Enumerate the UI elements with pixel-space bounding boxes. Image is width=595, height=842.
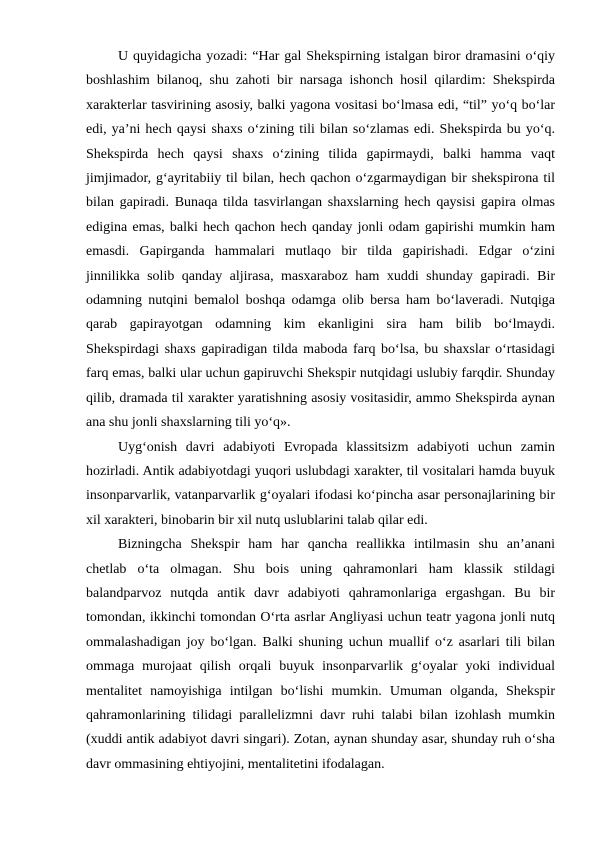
paragraph-author-opinion: Bizningcha Shekspir ham har qancha reallikka intilmasin shu an’anani chetlab o‘ta olmagan. Shu bois uning qahramonlari ham klassik stildagi balandparvoz nutqda antik davr adabiyoti qahramonlariga ergashgan. Bu bir tomondan, ikkinchi tomondan O‘rta asrlar Angliyasi uchun teatr yagona jonli nutq ommalashadigan joy bo‘lgan. Balki shuning uchun muallif o‘z asarlari tili bilan ommaga murojaat qilish orqali buyuk insonparvarlik g‘oyalar yoki individual mentalitet namoyishiga intilgan bo‘lishi mumkin. Umuman olganda, Shekspir qahramonlarining tilidagi parallelizmni davr ruhi talabi bilan izohlash mumkin (xuddi antik adabiyot davri singari). Zotan, aynan shunday asar, shunday ruh o‘sha davr ommasining ehtiyojini, mentalitetini ifodalagan. xyxy=(86,537,555,772)
document-page xyxy=(86,45,555,777)
paragraph-shakespeare-quote: U quyidagicha yozadi: “Har gal Shekspirning istalgan biror dramasini o‘qiy boshlashim bilanoq, shu zahoti bir narsaga ishonch hosil qilardim: Shekspirda xarakterlar tasvirining asosiy, balki yagona vositasi bo‘lmasa edi, “til” yo‘q bo‘lar edi, ya’ni hech qaysi shaxs o‘zining tili bilan so‘zlamas edi. Shekspirda bu yo‘q. Shekspirda hech qaysi shaxs o‘zining tilida gapirmaydi, balki hamma vaqt jimjimador, g‘ayritabiiy til bilan, hech qachon o‘zgarmaydigan bir shekspirona til bilan gapiradi. Bunaqa tilda tasvirlangan shaxslarning hech qaysisi gapira olmas edigina emas, balki hech qachon hech qanday jonli odam gapirishi mumkin ham emasdi. Gapirganda hammalari mutlaqo bir tilda gapirishadi. Edgar o‘zini jinnilikka solib qanday aljirasa, masxaraboz ham xuddi shunday gapiradi. Bir odamning nutqini bemalol boshqa odamga olib bersa ham bo‘laveradi. Nutqiga qarab gapirayotgan odamning kim ekanligini sira ham bilib bo‘lmaydi. Shekspirdagi shaxs gapiradigan tilda maboda farq bo‘lsa, bu shaxslar o‘rtasidagi farq emas, balki ular uchun gapiruvchi Shekspir nutqidagi uslubiy farqdir. Shunday qilib, dramada til xarakter yaratishning asosiy vositasidir, ammo Shekspirda aynan ana shu jonli shaxslarning tili yo‘q». xyxy=(86,49,555,431)
paragraph-renaissance-classicism: Uyg‘onish davri adabiyoti Evropada klassitsizm adabiyoti uchun zamin hozirladi. Antik adabiyotdagi yuqori uslubdagi xarakter, til vositalari hamda buyuk insonparvarlik, vatanparvarlik g‘oyalari ifodasi ko‘pincha asar personajlarining bir xil xarakteri, binobarin bir xil nutq uslublarini talab qilar edi. xyxy=(86,439,555,528)
